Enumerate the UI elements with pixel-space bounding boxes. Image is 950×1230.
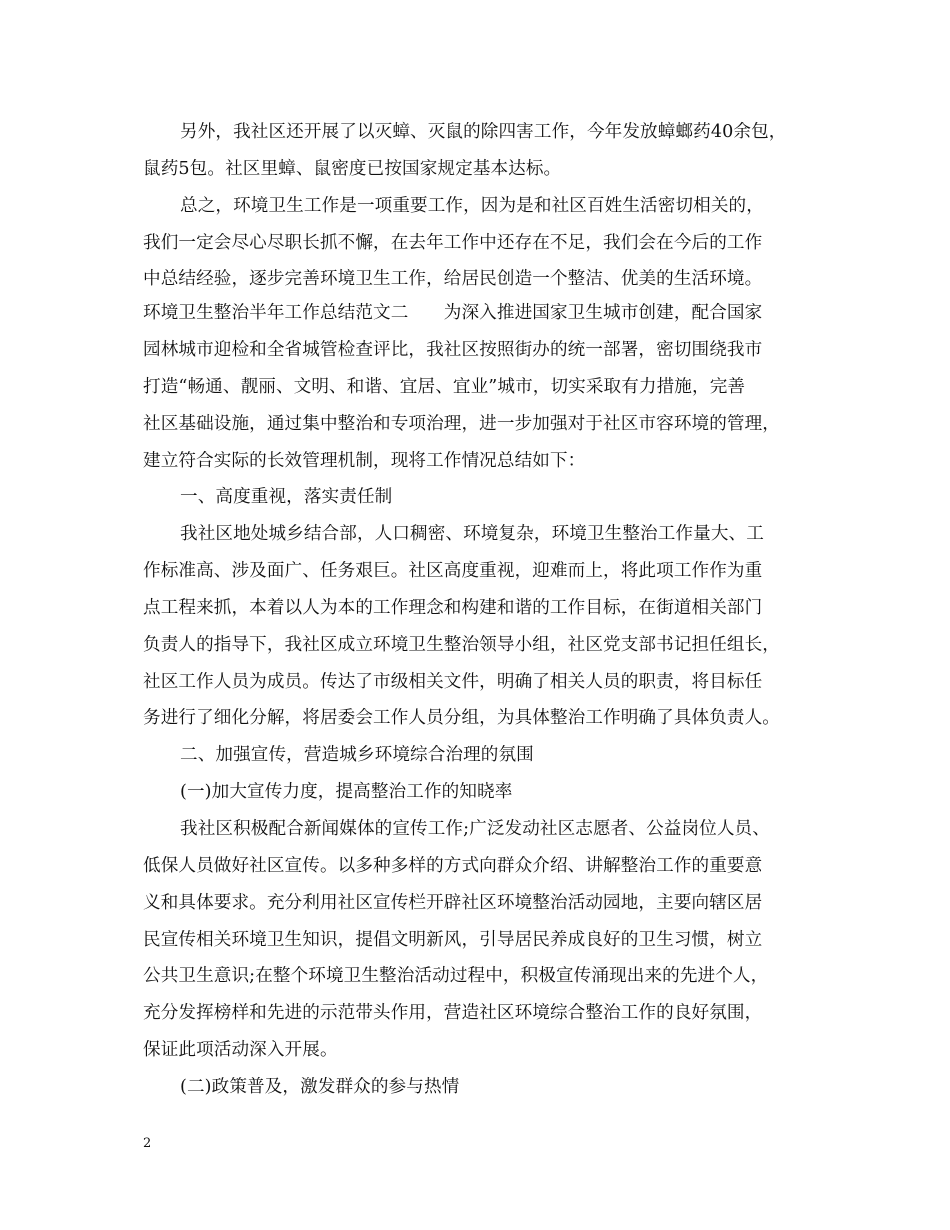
paragraph-line: 作标准高、涉及面广、任务艰巨。社区高度重视，迎难而上，将此项工作作为重 (143, 561, 763, 581)
paragraph-line: 充分发挥榜样和先进的示范带头作用，营造社区环境综合整治工作的良好氛围， (143, 1003, 763, 1023)
heading-line: 二、加强宣传，营造城乡环境综合治理的氛围 (180, 745, 534, 765)
paragraph-line: 我社区地处城乡结合部，人口稠密、环境复杂，环境卫生整治工作量大、工 (180, 524, 764, 544)
paragraph-line: 中总结经验，逐步完善环境卫生工作，给居民创造一个整洁、优美的生活环境。 (143, 269, 763, 289)
paragraph-line: 鼠药5包。社区里蟑、鼠密度已按国家规定基本达标。 (143, 159, 562, 179)
paragraph-line: 建立符合实际的长效管理机制，现将工作情况总结如下： (143, 451, 586, 471)
paragraph-line: 低保人员做好社区宣传。以多种多样的方式向群众介绍、讲解整治工作的重要意 (143, 856, 763, 876)
page-number: 2 (143, 1136, 152, 1151)
paragraph-line: 务进行了细化分解，将居委会工作人员分组，为具体整治工作明确了具体负责人。 (143, 708, 780, 728)
section-title-line: 环境卫生整治半年工作总结范文二 为深入推进国家卫生城市创建，配合国家 (143, 303, 763, 323)
paragraph-line: 园林城市迎检和全省城管检查评比，我社区按照街办的统一部署，密切围绕我市 (143, 340, 763, 360)
paragraph-line: 负责人的指导下，我社区成立环境卫生整治领导小组，社区党支部书记担任组长， (143, 635, 780, 655)
paragraph-line: 民宣传相关环境卫生知识，提倡文明新风，引导居民养成良好的卫生习惯，树立 (143, 930, 763, 950)
paragraph-line: 公共卫生意识;在整个环境卫生整治活动过程中，积极宣传涌现出来的先进个人， (143, 966, 769, 986)
paragraph-line: 点工程来抓，本着以人为本的工作理念和构建和谐的工作目标，在街道相关部门 (143, 598, 763, 618)
subheading-line: (一)加大宣传力度，提高整治工作的知晓率 (180, 782, 513, 802)
paragraph-line: 社区工作人员为成员。传达了市级相关文件，明确了相关人员的职责，将目标任 (143, 672, 763, 692)
subheading-line: (二)政策普及，激发群众的参与热情 (180, 1077, 460, 1097)
paragraph-line: 社区基础设施，通过集中整治和专项治理，进一步加强对于社区市容环境的管理， (143, 414, 780, 434)
paragraph-line: 我们一定会尽心尽职长抓不懈，在去年工作中还存在不足，我们会在今后的工作 (143, 233, 763, 253)
paragraph-line: 另外，我社区还开展了以灭蟑、灭鼠的除四害工作，今年发放蟑螂药40余包， (180, 122, 787, 142)
paragraph-line: 义和具体要求。充分利用社区宣传栏开辟社区环境整治活动园地，主要向辖区居 (143, 893, 763, 913)
paragraph-line: 我社区积极配合新闻媒体的宣传工作;广泛发动社区志愿者、公益岗位人员、 (180, 819, 770, 839)
paragraph-line: 总之，环境卫生工作是一项重要工作，因为是和社区百姓生活密切相关的， (180, 196, 764, 216)
heading-line: 一、高度重视，落实责任制 (180, 487, 393, 507)
paragraph-line: 保证此项活动深入开展。 (143, 1040, 338, 1060)
paragraph-line: 打造“畅通、靓丽、文明、和谐、宜居、宜业”城市，切实采取有力措施，完善 (143, 377, 746, 397)
